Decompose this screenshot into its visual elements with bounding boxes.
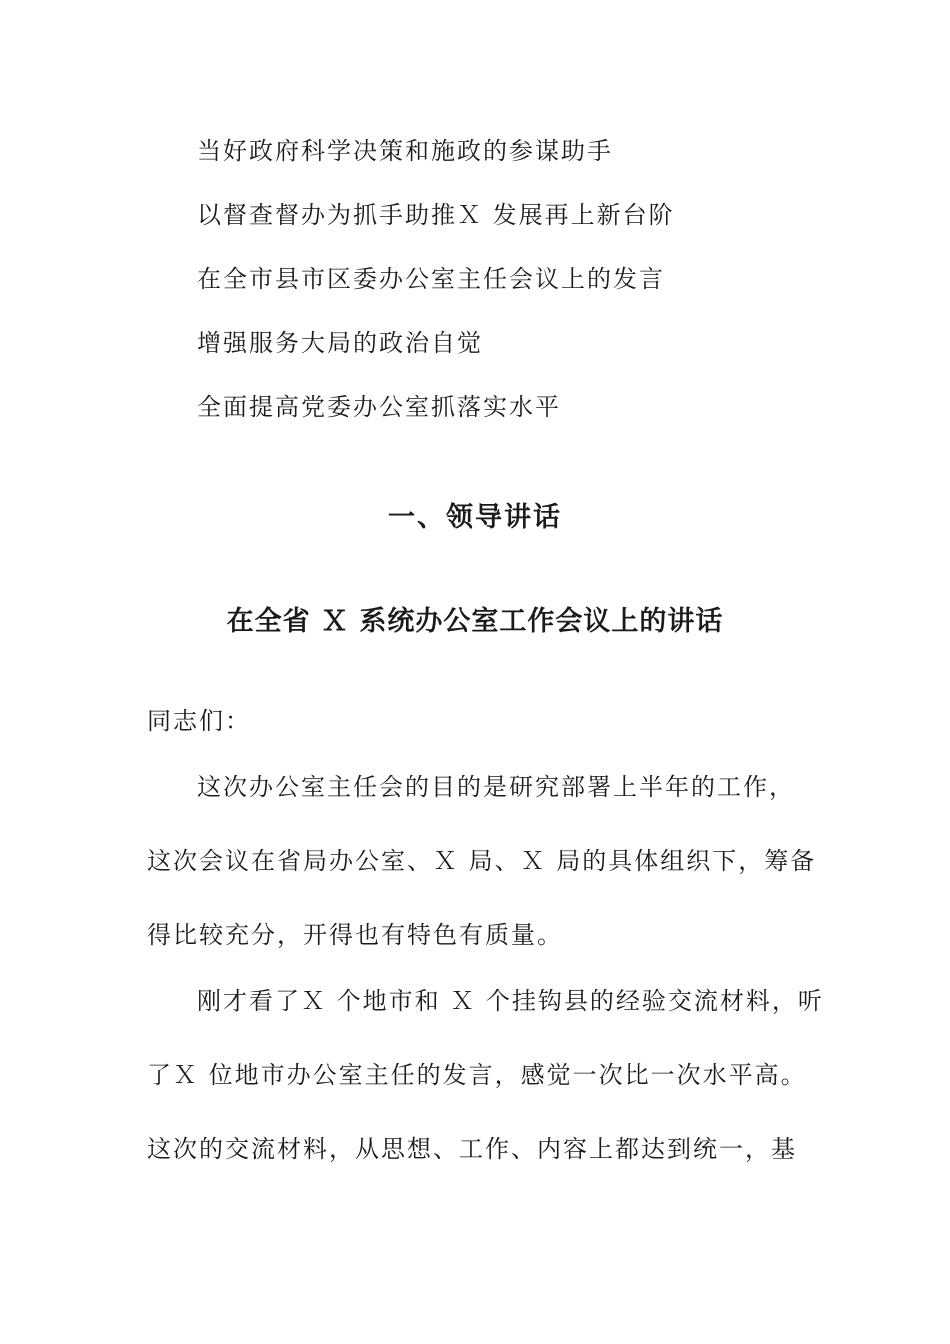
toc-item: 在全市县市区委办公室主任会议上的发言 [197, 265, 665, 293]
toc-item: 增强服务大局的政治自觉 [197, 329, 483, 357]
paragraph-line: 这次办公室主任会的目的是研究部署上半年的工作， [197, 773, 795, 801]
salutation: 同志们： [147, 707, 251, 735]
section-heading: 一、领导讲话 [388, 502, 562, 533]
toc-item: 全面提高党委办公室抓落实水平 [197, 393, 561, 421]
toc-item: 以督查督办为抓手助推Ｘ 发展再上新台阶 [197, 201, 675, 229]
paragraph-line: 这次的交流材料，从思想、工作、内容上都达到统一，基 [147, 1135, 797, 1163]
speech-title: 在全省 Ｘ 系统办公室工作会议上的讲话 [226, 606, 724, 637]
paragraph-line: 了Ｘ 位地市办公室主任的发言，感觉一次比一次水平高。 [147, 1061, 807, 1089]
toc-item: 当好政府科学决策和施政的参谋助手 [197, 137, 613, 165]
paragraph-line: 刚才看了Ｘ 个地市和 Ｘ 个挂钩县的经验交流材料，听 [197, 987, 824, 1015]
paragraph-line: 这次会议在省局办公室、Ｘ 局、Ｘ 局的具体组织下，筹备 [147, 847, 817, 875]
paragraph-line: 得比较充分，开得也有特色有质量。 [147, 921, 563, 949]
